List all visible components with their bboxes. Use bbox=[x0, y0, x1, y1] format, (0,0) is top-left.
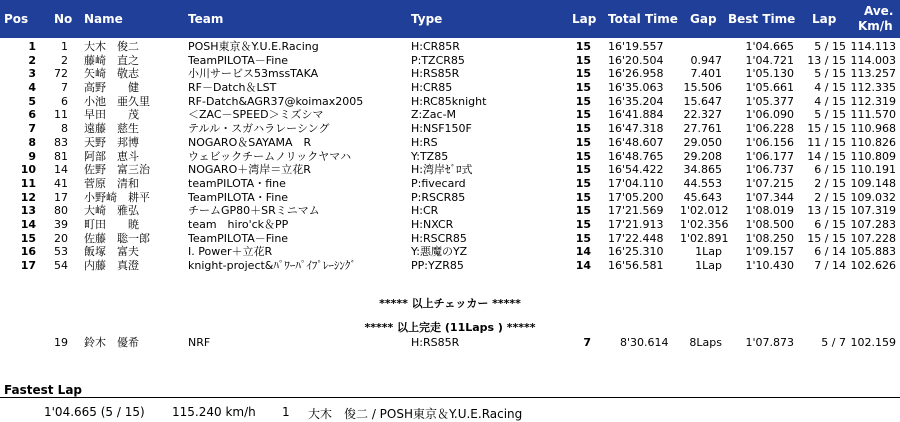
cell-best-time: 1'07.215 bbox=[745, 176, 794, 190]
cell-total-time: 16'48.765 bbox=[608, 149, 664, 163]
cell-lap: 15 bbox=[575, 40, 591, 53]
cell-lap: 14 bbox=[575, 259, 591, 272]
cell-best-lap: 4 / 15 bbox=[814, 94, 846, 108]
result-row bbox=[0, 191, 900, 205]
cell-name: 大木 俊二 bbox=[84, 40, 139, 53]
cell-lap: 15 bbox=[575, 135, 591, 149]
cell-name: 大崎 雅弘 bbox=[84, 204, 139, 218]
header-kmh: Km/h bbox=[858, 19, 893, 33]
cell-type: H:RS85R bbox=[411, 336, 460, 349]
cell-name: 鈴木 優希 bbox=[84, 336, 139, 349]
cell-gap: 29.050 bbox=[683, 135, 722, 149]
cell-best-lap: 11 / 15 bbox=[807, 135, 846, 149]
cell-best-time: 1'08.250 bbox=[745, 231, 794, 245]
cell-name: 菅原 清和 bbox=[84, 176, 139, 190]
header-pos: Pos bbox=[4, 12, 29, 26]
fastest-lap-rider: 大木 俊二 / POSH東京＆Y.U.E.Racing bbox=[308, 407, 523, 421]
results-header bbox=[0, 0, 900, 38]
cell-no: 6 bbox=[61, 94, 68, 108]
cell-type: H:CR85R bbox=[411, 40, 460, 53]
cell-name: 小野崎 耕平 bbox=[84, 190, 150, 204]
cell-pos: 12 bbox=[20, 190, 36, 204]
result-row bbox=[0, 54, 900, 68]
cell-total-time: 16'35.204 bbox=[608, 94, 664, 108]
cell-type: Y:TZ85 bbox=[411, 149, 449, 163]
cell-total-time: 17'21.569 bbox=[608, 204, 664, 218]
result-row bbox=[0, 259, 900, 273]
cell-type: H:CR85 bbox=[411, 81, 453, 95]
cell-type: H:RC85knight bbox=[411, 94, 487, 108]
cell-speed: 107.228 bbox=[850, 231, 896, 245]
cell-team: TeamPILOTA・Fine bbox=[188, 190, 289, 204]
cell-team: NOGARO＆SAYAMA R bbox=[188, 135, 312, 149]
cell-pos: 5 bbox=[28, 94, 36, 108]
cell-lap: 15 bbox=[575, 190, 591, 204]
header-team: Team bbox=[188, 12, 224, 26]
cell-best-time: 1'07.873 bbox=[745, 336, 794, 349]
cell-speed: 107.319 bbox=[850, 204, 896, 218]
cell-lap: 15 bbox=[575, 53, 591, 67]
cell-gap: 29.208 bbox=[683, 149, 722, 163]
fastest-lap-no: 1 bbox=[282, 405, 290, 419]
cell-best-lap: 6 / 15 bbox=[814, 217, 846, 231]
cell-name: 天野 邦博 bbox=[84, 135, 139, 149]
header-total-time: Total Time bbox=[608, 12, 678, 26]
cell-best-lap: 5 / 7 bbox=[821, 336, 846, 349]
cell-total-time: 16'56.581 bbox=[608, 259, 664, 272]
result-row bbox=[0, 108, 900, 122]
cell-team: RF-Datch&AGR37@koimax2005 bbox=[188, 94, 364, 108]
cell-speed: 110.968 bbox=[850, 122, 896, 136]
result-row bbox=[0, 232, 900, 246]
result-row bbox=[0, 40, 900, 54]
header-lap: Lap bbox=[572, 12, 597, 26]
cell-total-time: 8'30.614 bbox=[620, 336, 669, 349]
cell-team: TeamPILOTA－Fine bbox=[188, 231, 289, 245]
cell-gap: 34.865 bbox=[683, 163, 722, 177]
cell-best-lap: 15 / 15 bbox=[807, 122, 846, 136]
cell-type: P:RSCR85 bbox=[411, 190, 466, 204]
cell-no: 2 bbox=[61, 53, 68, 67]
cell-pos: 9 bbox=[28, 149, 36, 163]
cell-speed: 110.826 bbox=[850, 135, 896, 149]
header-type: Type bbox=[411, 12, 443, 26]
cell-pos: 4 bbox=[28, 81, 36, 95]
cell-pos: 2 bbox=[28, 53, 36, 67]
result-row bbox=[0, 81, 900, 95]
cell-pos: 16 bbox=[20, 245, 36, 259]
cell-total-time: 16'48.607 bbox=[608, 135, 664, 149]
cell-team: POSH東京＆Y.U.E.Racing bbox=[188, 40, 319, 53]
cell-no: 54 bbox=[54, 259, 68, 272]
cell-speed: 110.809 bbox=[850, 149, 896, 163]
cell-name: 高野 健 bbox=[84, 81, 139, 95]
cell-speed: 112.319 bbox=[850, 94, 896, 108]
cell-total-time: 16'35.063 bbox=[608, 81, 664, 95]
cell-name: 飯塚 富夫 bbox=[84, 245, 139, 259]
cell-best-lap: 5 / 15 bbox=[814, 67, 846, 81]
cell-no: 41 bbox=[54, 176, 68, 190]
cell-no: 19 bbox=[54, 336, 68, 349]
result-row bbox=[0, 218, 900, 232]
cell-team: ＜ZAC－SPEED＞ミズシマ bbox=[188, 108, 324, 122]
cell-best-lap: 5 / 15 bbox=[814, 40, 846, 53]
cell-name: 阿部 恵斗 bbox=[84, 149, 139, 163]
cell-gap: 22.327 bbox=[683, 108, 722, 122]
cell-gap: 44.553 bbox=[683, 176, 722, 190]
fastest-lap-time: 1'04.665 (5 / 15) bbox=[44, 405, 145, 419]
cell-speed: 111.570 bbox=[850, 108, 896, 122]
cell-pos: 1 bbox=[28, 40, 36, 53]
cell-speed: 113.257 bbox=[850, 67, 896, 81]
result-row bbox=[0, 122, 900, 136]
cell-speed: 105.883 bbox=[850, 245, 896, 259]
cell-name: 矢崎 敬志 bbox=[84, 67, 139, 81]
cell-gap: 27.761 bbox=[683, 122, 722, 136]
cell-name: 遠藤 慈生 bbox=[84, 122, 139, 136]
cell-lap: 15 bbox=[575, 67, 591, 81]
cell-best-lap: 15 / 15 bbox=[807, 231, 846, 245]
cell-best-time: 1'06.156 bbox=[745, 135, 794, 149]
cell-total-time: 16'54.422 bbox=[608, 163, 664, 177]
cell-pos: 3 bbox=[28, 67, 36, 81]
cell-team: チームGP80＋SRミニマム bbox=[188, 204, 320, 218]
cell-gap: 45.643 bbox=[683, 190, 722, 204]
unclassified-row bbox=[0, 336, 900, 350]
cell-best-lap: 14 / 15 bbox=[807, 149, 846, 163]
cell-best-time: 1'04.665 bbox=[745, 40, 794, 53]
cell-lap: 15 bbox=[575, 163, 591, 177]
cell-lap: 15 bbox=[575, 108, 591, 122]
cell-best-time: 1'06.228 bbox=[745, 122, 794, 136]
cell-lap: 15 bbox=[575, 149, 591, 163]
cell-pos: 15 bbox=[20, 231, 36, 245]
cell-team: team hiro'ck＆PP bbox=[188, 217, 289, 231]
cell-best-time: 1'05.130 bbox=[745, 67, 794, 81]
cell-best-lap: 13 / 15 bbox=[807, 53, 846, 67]
cell-type: H:RS bbox=[411, 135, 438, 149]
cell-best-time: 1'04.721 bbox=[745, 53, 794, 67]
fastest-lap-speed: 115.240 km/h bbox=[172, 405, 256, 419]
cell-total-time: 17'04.110 bbox=[608, 176, 664, 190]
cell-name: 佐藤 聡一郎 bbox=[84, 231, 150, 245]
cell-total-time: 17'22.448 bbox=[608, 231, 664, 245]
cell-best-lap: 6 / 15 bbox=[814, 163, 846, 177]
cell-lap: 14 bbox=[575, 245, 591, 259]
result-row bbox=[0, 67, 900, 81]
cell-pos: 6 bbox=[28, 108, 36, 122]
cell-no: 39 bbox=[54, 217, 68, 231]
cell-no: 11 bbox=[54, 108, 68, 122]
cell-lap: 15 bbox=[575, 176, 591, 190]
cell-speed: 109.148 bbox=[850, 176, 896, 190]
cell-no: 14 bbox=[54, 163, 68, 177]
cell-total-time: 17'21.913 bbox=[608, 217, 664, 231]
cell-no: 17 bbox=[54, 190, 68, 204]
cell-team: テルル・スガハラレーシング bbox=[188, 122, 330, 136]
cell-type: Y:悪魔のYZ bbox=[411, 245, 468, 259]
cell-pos: 7 bbox=[28, 122, 36, 136]
finish-note: ***** 以上完走 (11Laps ) ***** bbox=[364, 321, 536, 334]
cell-best-time: 1'05.377 bbox=[745, 94, 794, 108]
cell-no: 7 bbox=[61, 81, 68, 95]
cell-best-lap: 7 / 14 bbox=[814, 259, 846, 272]
cell-no: 53 bbox=[54, 245, 68, 259]
checker-note: ***** 以上チェッカー ***** bbox=[379, 297, 521, 310]
cell-team: knight-project&ﾊﾟﾜｰﾊﾟｲﾌﾟﾚｰｼﾝｸﾞ bbox=[188, 259, 356, 272]
cell-gap: 1'02.356 bbox=[680, 217, 729, 231]
cell-no: 1 bbox=[61, 40, 68, 53]
cell-total-time: 16'41.884 bbox=[608, 108, 664, 122]
cell-gap: 15.506 bbox=[683, 81, 722, 95]
cell-no: 80 bbox=[54, 204, 68, 218]
cell-lap: 7 bbox=[583, 336, 591, 349]
cell-lap: 15 bbox=[575, 122, 591, 136]
result-row bbox=[0, 136, 900, 150]
cell-best-lap: 13 / 15 bbox=[807, 204, 846, 218]
cell-name: 小池 亜久里 bbox=[84, 94, 150, 108]
cell-no: 20 bbox=[54, 231, 68, 245]
cell-name: 佐野 富三治 bbox=[84, 163, 150, 177]
cell-best-time: 1'06.737 bbox=[745, 163, 794, 177]
cell-lap: 15 bbox=[575, 217, 591, 231]
header-best-time: Best Time bbox=[728, 12, 796, 26]
result-row bbox=[0, 245, 900, 259]
cell-speed: 114.003 bbox=[850, 53, 896, 67]
header-no: No bbox=[54, 12, 73, 26]
cell-speed: 114.113 bbox=[850, 40, 896, 53]
cell-speed: 112.335 bbox=[850, 81, 896, 95]
cell-best-lap: 6 / 14 bbox=[814, 245, 846, 259]
cell-gap: 15.647 bbox=[683, 94, 722, 108]
cell-pos: 11 bbox=[20, 176, 36, 190]
cell-total-time: 17'05.200 bbox=[608, 190, 664, 204]
result-row bbox=[0, 163, 900, 177]
cell-speed: 107.283 bbox=[850, 217, 896, 231]
cell-type: H:湾岸ｾﾞﾛ式 bbox=[411, 163, 473, 177]
cell-gap: 1Lap bbox=[695, 245, 722, 259]
cell-best-time: 1'05.661 bbox=[745, 81, 794, 95]
cell-pos: 17 bbox=[20, 259, 36, 272]
cell-pos: 13 bbox=[20, 204, 36, 218]
result-row bbox=[0, 150, 900, 164]
result-row bbox=[0, 204, 900, 218]
cell-team: teamPILOTA・fine bbox=[188, 176, 286, 190]
cell-best-time: 1'06.090 bbox=[745, 108, 794, 122]
cell-total-time: 16'20.504 bbox=[608, 53, 664, 67]
fastest-lap-divider bbox=[0, 397, 900, 398]
header-name: Name bbox=[84, 12, 123, 26]
cell-best-time: 1'08.500 bbox=[745, 217, 794, 231]
cell-team: NRF bbox=[188, 336, 211, 349]
cell-pos: 10 bbox=[20, 163, 36, 177]
cell-type: H:RSCR85 bbox=[411, 231, 467, 245]
cell-pos: 8 bbox=[28, 135, 36, 149]
cell-type: Z:Zac-M bbox=[411, 108, 457, 122]
cell-gap: 7.401 bbox=[690, 67, 722, 81]
cell-name: 町田 暁 bbox=[84, 217, 139, 231]
cell-name: 藤崎 直之 bbox=[84, 53, 139, 67]
cell-no: 81 bbox=[54, 149, 68, 163]
cell-lap: 15 bbox=[575, 81, 591, 95]
cell-team: ウェビックチームノリックヤマハ bbox=[188, 149, 352, 163]
result-row bbox=[0, 95, 900, 109]
cell-lap: 15 bbox=[575, 94, 591, 108]
cell-best-time: 1'10.430 bbox=[745, 259, 794, 272]
cell-team: I. Power＋立花R bbox=[188, 245, 273, 259]
header-gap: Gap bbox=[690, 12, 717, 26]
results-table bbox=[0, 40, 900, 273]
cell-speed: 109.032 bbox=[850, 190, 896, 204]
cell-gap: 0.947 bbox=[690, 53, 722, 67]
fastest-lap-title: Fastest Lap bbox=[4, 383, 82, 397]
cell-type: PP:YZR85 bbox=[411, 259, 464, 272]
cell-gap: 8Laps bbox=[689, 336, 722, 349]
cell-no: 83 bbox=[54, 135, 68, 149]
cell-type: H:CR bbox=[411, 204, 439, 218]
cell-lap: 15 bbox=[575, 204, 591, 218]
cell-type: H:NSF150F bbox=[411, 122, 472, 136]
cell-team: 小川サービス53mssTAKA bbox=[188, 67, 319, 81]
cell-speed: 110.191 bbox=[850, 163, 896, 177]
cell-total-time: 16'26.958 bbox=[608, 67, 664, 81]
cell-team: RF－Datch＆LST bbox=[188, 81, 277, 95]
cell-best-lap: 5 / 15 bbox=[814, 108, 846, 122]
result-row bbox=[0, 177, 900, 191]
cell-best-lap: 4 / 15 bbox=[814, 81, 846, 95]
cell-speed: 102.626 bbox=[850, 259, 896, 272]
cell-type: H:RS85R bbox=[411, 67, 460, 81]
cell-speed: 102.159 bbox=[850, 336, 896, 349]
cell-best-lap: 2 / 15 bbox=[814, 176, 846, 190]
cell-lap: 15 bbox=[575, 231, 591, 245]
cell-name: 内藤 真澄 bbox=[84, 259, 139, 272]
cell-best-time: 1'07.344 bbox=[745, 190, 794, 204]
header-ave: Ave. bbox=[864, 4, 894, 18]
cell-name: 早田 茂 bbox=[84, 108, 139, 122]
cell-best-time: 1'06.177 bbox=[745, 149, 794, 163]
cell-no: 72 bbox=[54, 67, 68, 81]
cell-total-time: 16'19.557 bbox=[608, 40, 664, 53]
cell-type: P:fivecard bbox=[411, 176, 466, 190]
header-best-lap: Lap bbox=[812, 12, 837, 26]
cell-total-time: 16'47.318 bbox=[608, 122, 664, 136]
cell-best-lap: 2 / 15 bbox=[814, 190, 846, 204]
cell-best-time: 1'08.019 bbox=[745, 204, 794, 218]
cell-pos: 14 bbox=[20, 217, 36, 231]
cell-no: 8 bbox=[61, 122, 68, 136]
cell-total-time: 16'25.310 bbox=[608, 245, 664, 259]
cell-best-time: 1'09.157 bbox=[745, 245, 794, 259]
cell-type: H:NXCR bbox=[411, 217, 454, 231]
cell-gap: 1'02.891 bbox=[680, 231, 729, 245]
cell-type: P:TZCR85 bbox=[411, 53, 465, 67]
cell-gap: 1Lap bbox=[695, 259, 722, 272]
cell-team: NOGARO＋湾岸＝立花R bbox=[188, 163, 311, 177]
cell-gap: 1'02.012 bbox=[680, 204, 729, 218]
cell-team: TeamPILOTA－Fine bbox=[188, 53, 289, 67]
